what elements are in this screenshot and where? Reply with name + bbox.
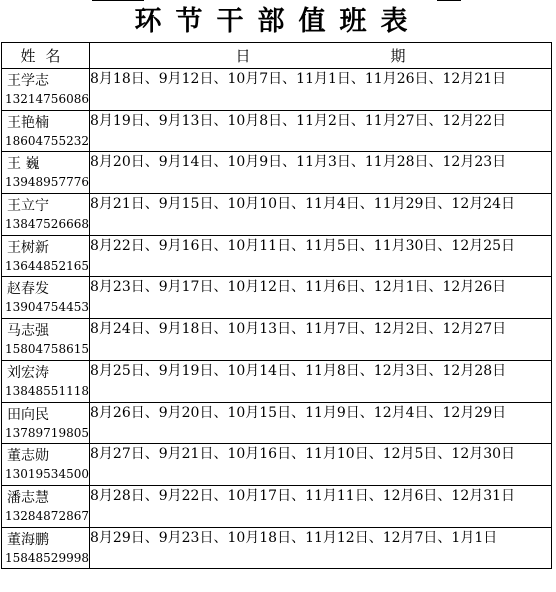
person-phone: 15804758615 [5,342,89,357]
duty-table [1,42,552,569]
table-row [2,319,552,361]
person-cell [2,402,90,444]
duty-dates: 8月20日、9月14日、10月9日、11月3日、11月28日、12月23日 [90,152,552,194]
duty-dates: 8月19日、9月13日、10月8日、11月2日、11月27日、12月22日 [90,110,552,152]
top-rule-right [437,0,461,1]
person-name: 潘志慧 [7,489,49,506]
person-cell [2,485,90,527]
table-row [2,194,552,236]
person-phone: 13644852165 [5,258,89,273]
person-name: 赵春发 [7,281,49,298]
person-cell [2,444,90,486]
table-row [2,235,552,277]
person-name: 王立宁 [7,198,49,215]
person-name: 王 巍 [7,156,40,173]
duty-dates: 8月25日、9月19日、10月14日、11月8日、12月3日、12月28日 [90,360,552,402]
duty-rows [2,69,552,569]
person-cell [2,235,90,277]
duty-dates: 8月18日、9月12日、10月7日、11月1日、11月26日、12月21日 [90,69,552,111]
table-row [2,527,552,569]
person-name: 王树新 [7,239,49,256]
person-cell [2,360,90,402]
person-phone: 13019534500 [5,467,89,482]
person-cell [2,277,90,319]
duty-dates: 8月24日、9月18日、10月13日、11月7日、12月2日、12月27日 [90,319,552,361]
table-row [2,444,552,486]
person-name: 王艳楠 [7,114,49,131]
person-phone: 13848551118 [5,383,89,398]
table-row [2,110,552,152]
person-phone: 13948957776 [5,175,89,190]
table-row [2,152,552,194]
header-row [2,43,552,69]
table-row [2,360,552,402]
table-row [2,402,552,444]
person-name: 董海鹏 [7,531,49,548]
person-phone: 18604755232 [5,133,89,148]
person-cell [2,527,90,569]
person-name: 董志勋 [7,448,49,465]
page-title: 环节干部值班表 [134,6,422,37]
person-cell [2,152,90,194]
date-header-right: 期 [390,47,406,65]
duty-dates: 8月26日、9月20日、10月15日、11月9日、12月4日、12月29日 [90,402,552,444]
person-phone: 13847526668 [5,217,89,232]
person-cell [2,110,90,152]
duty-dates: 8月22日、9月16日、10月11日、11月5日、11月30日、12月25日 [90,235,552,277]
person-name: 马志强 [7,323,49,340]
date-column-header [90,43,552,69]
person-name: 田向民 [7,406,49,423]
duty-dates: 8月28日、9月22日、10月17日、11月11日、12月6日、12月31日 [90,485,552,527]
person-phone: 15848529998 [5,550,89,565]
date-header-left: 日 [235,47,251,65]
duty-dates: 8月27日、9月21日、10月16日、11月10日、12月5日、12月30日 [90,444,552,486]
top-rule-left [92,0,144,1]
person-cell [2,319,90,361]
name-column-header: 姓名 [2,43,90,69]
person-cell [2,194,90,236]
duty-dates: 8月23日、9月17日、10月12日、11月6日、12月1日、12月26日 [90,277,552,319]
person-phone: 13214756086 [5,92,89,106]
person-phone: 13789719805 [5,425,89,440]
person-phone: 13284872867 [5,508,89,523]
person-name: 刘宏涛 [7,364,49,381]
table-row [2,485,552,527]
person-name: 王学志 [7,73,49,89]
duty-dates: 8月21日、9月15日、10月10日、11月4日、11月29日、12月24日 [90,194,552,236]
table-row [2,69,552,111]
table-row [2,277,552,319]
duty-dates: 8月29日、9月23日、10月18日、11月12日、12月7日、1月1日 [90,527,552,569]
person-phone: 13904754453 [5,300,89,315]
person-cell [2,69,90,111]
